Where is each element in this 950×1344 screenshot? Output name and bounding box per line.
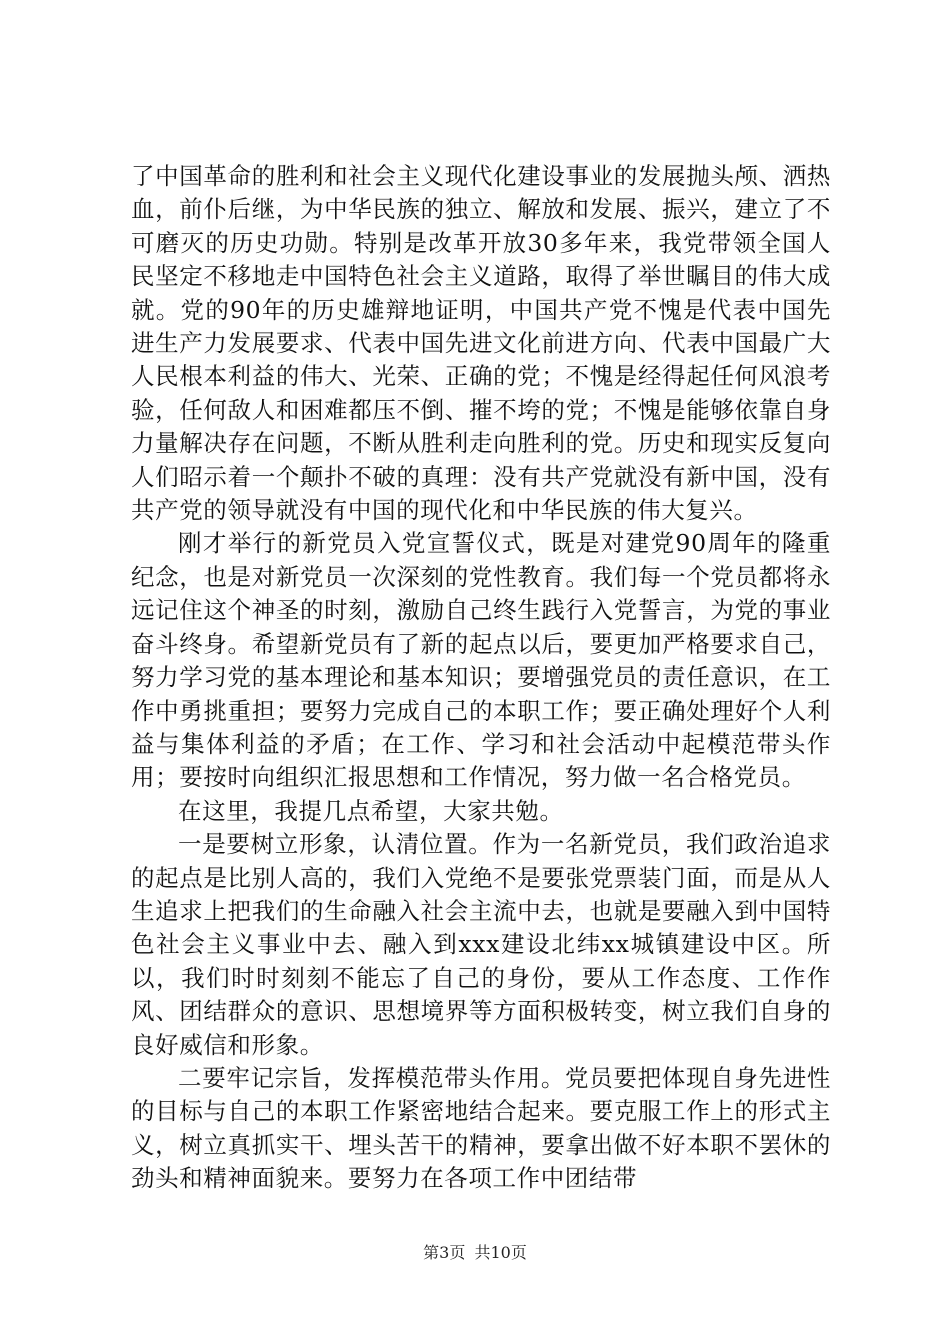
- page-number: 第3页: [423, 1243, 466, 1262]
- paragraph-5: 二要牢记宗旨，发挥模范带头作用。党员要把体现自身先进性的目标与自己的本职工作紧密地结合起来。要克服工作上的形式主义，树立真抓实干、埋头苦干的精神，要拿出做不好本职不罢休的劲头和精神面貌来。要努力在各项工作中团结带: [131, 1063, 831, 1193]
- paragraph-1: 了中国革命的胜利和社会主义现代化建设事业的发展抛头颅、洒热血，前仆后继，为中华民族的独立、解放和发展、振兴，建立了不可磨灭的历史功勋。特别是改革开放30多年来，我党带领全国人民坚定不移地走中国特色社会主义道路，取得了举世瞩目的伟大成就。党的90年的历史雄辩地证明，中国共产党不愧是代表中国先进生产力发展要求、代表中国先进文化前进方向、代表中国最广大人民根本利益的伟大、光荣、正确的党；不愧是经得起任何风浪考验，任何敌人和困难都压不倒、摧不垮的党；不愧是能够依靠自身力量解决存在问题，不断从胜利走向胜利的党。历史和现实反复向人们昭示着一个颠扑不破的真理：没有共产党就没有新中国，没有共产党的领导就没有中国的现代化和中华民族的伟大复兴。: [131, 162, 831, 525]
- page-total: 共10页: [474, 1243, 527, 1262]
- body-text: [131, 160, 831, 1196]
- page-footer: [0, 1243, 950, 1263]
- paragraph-2: 刚才举行的新党员入党宣誓仪式，既是对建党90周年的隆重纪念，也是对新党员一次深刻的党性教育。我们每一个党员都将永远记住这个神圣的时刻，激励自己终生践行入党誓言，为党的事业奋斗终身。希望新党员有了新的起点以后，要更加严格要求自己，努力学习党的基本理论和基本知识；要增强党员的责任意识，在工作中勇挑重担；要努力完成自己的本职工作；要正确处理好个人利益与集体利益的矛盾；在工作、学习和社会活动中起模范带头作用；要按时向组织汇报思想和工作情况，努力做一名合格党员。: [131, 529, 831, 792]
- paragraph-3: 在这里，我提几点希望，大家共勉。: [178, 796, 564, 825]
- paragraph-4: 一是要树立形象，认清位置。作为一名新党员，我们政治追求的起点是比别人高的，我们入党绝不是要张党票装门面，而是从人生追求上把我们的生命融入社会主流中去，也就是要融入到中国特色社会主义事业中去、融入到xxx建设北纬xx城镇建设中区。所以，我们时时刻刻不能忘了自己的身份，要从工作态度、工作作风、团结群众的意识、思想境界等方面积极转变，树立我们自身的良好威信和形象。: [131, 830, 831, 1059]
